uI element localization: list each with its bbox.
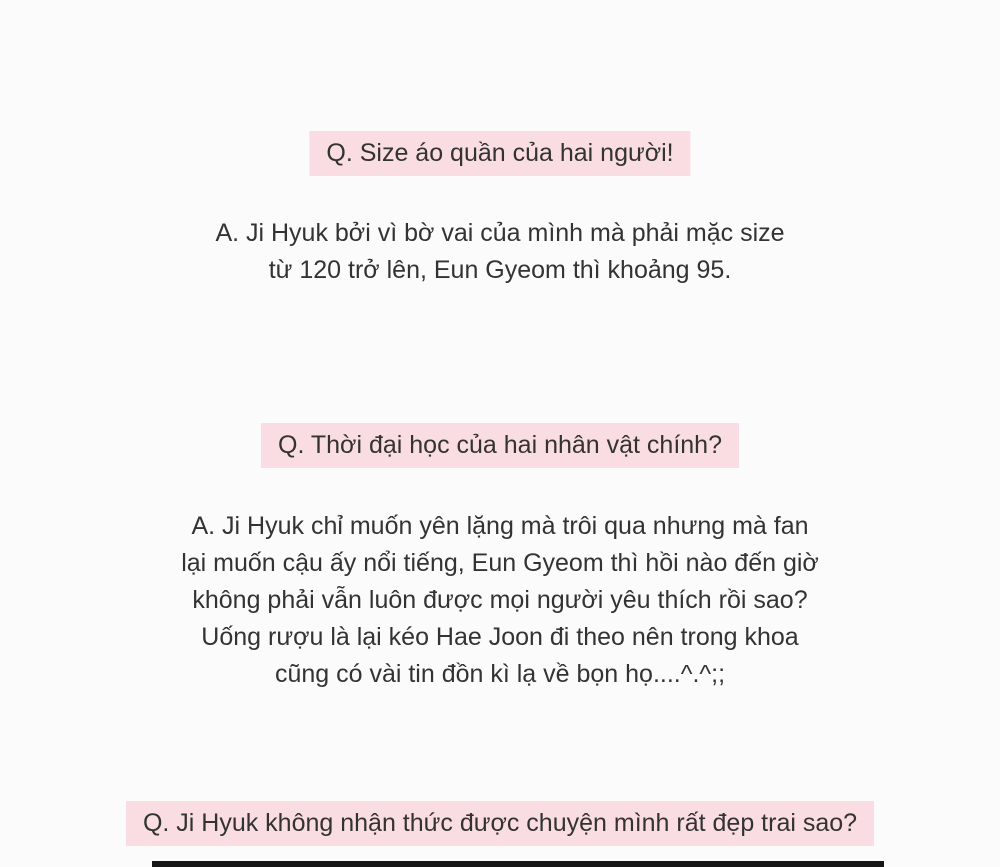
next-panel-top-edge bbox=[152, 861, 884, 867]
answer-2-line-1: A. Ji Hyuk chỉ muốn yên lặng mà trôi qua nhưng mà fan bbox=[191, 512, 809, 540]
question-highlight-2 bbox=[261, 423, 739, 468]
answer-1-line-1: A. Ji Hyuk bởi vì bờ vai của mình mà phải mặc size bbox=[215, 219, 785, 247]
question-1-text: Q. Size áo quần của hai người! bbox=[326, 139, 674, 167]
answer-2-line-5: cũng có vài tin đồn kì lạ về bọn họ....^.^;; bbox=[274, 660, 726, 688]
answer-2 bbox=[0, 508, 1000, 693]
question-3-text: Q. Ji Hyuk không nhận thức được chuyện mình rất đẹp trai sao? bbox=[142, 809, 858, 837]
question-2-text: Q. Thời đại học của hai nhân vật chính? bbox=[278, 431, 722, 459]
answer-1-line-2: từ 120 trở lên, Eun Gyeom thì khoảng 95. bbox=[268, 256, 732, 284]
answer-2-line-4: Uống rượu là lại kéo Hae Joon đi theo nên trong khoa bbox=[201, 623, 799, 651]
answer-2-line-2: lại muốn cậu ấy nổi tiếng, Eun Gyeom thì hồi nào đến giờ bbox=[181, 549, 819, 577]
answer-1 bbox=[0, 215, 1000, 289]
question-highlight-1 bbox=[309, 131, 690, 176]
answer-2-line-3: không phải vẫn luôn được mọi người yêu thích rồi sao? bbox=[192, 586, 808, 614]
question-highlight-3 bbox=[126, 801, 874, 846]
